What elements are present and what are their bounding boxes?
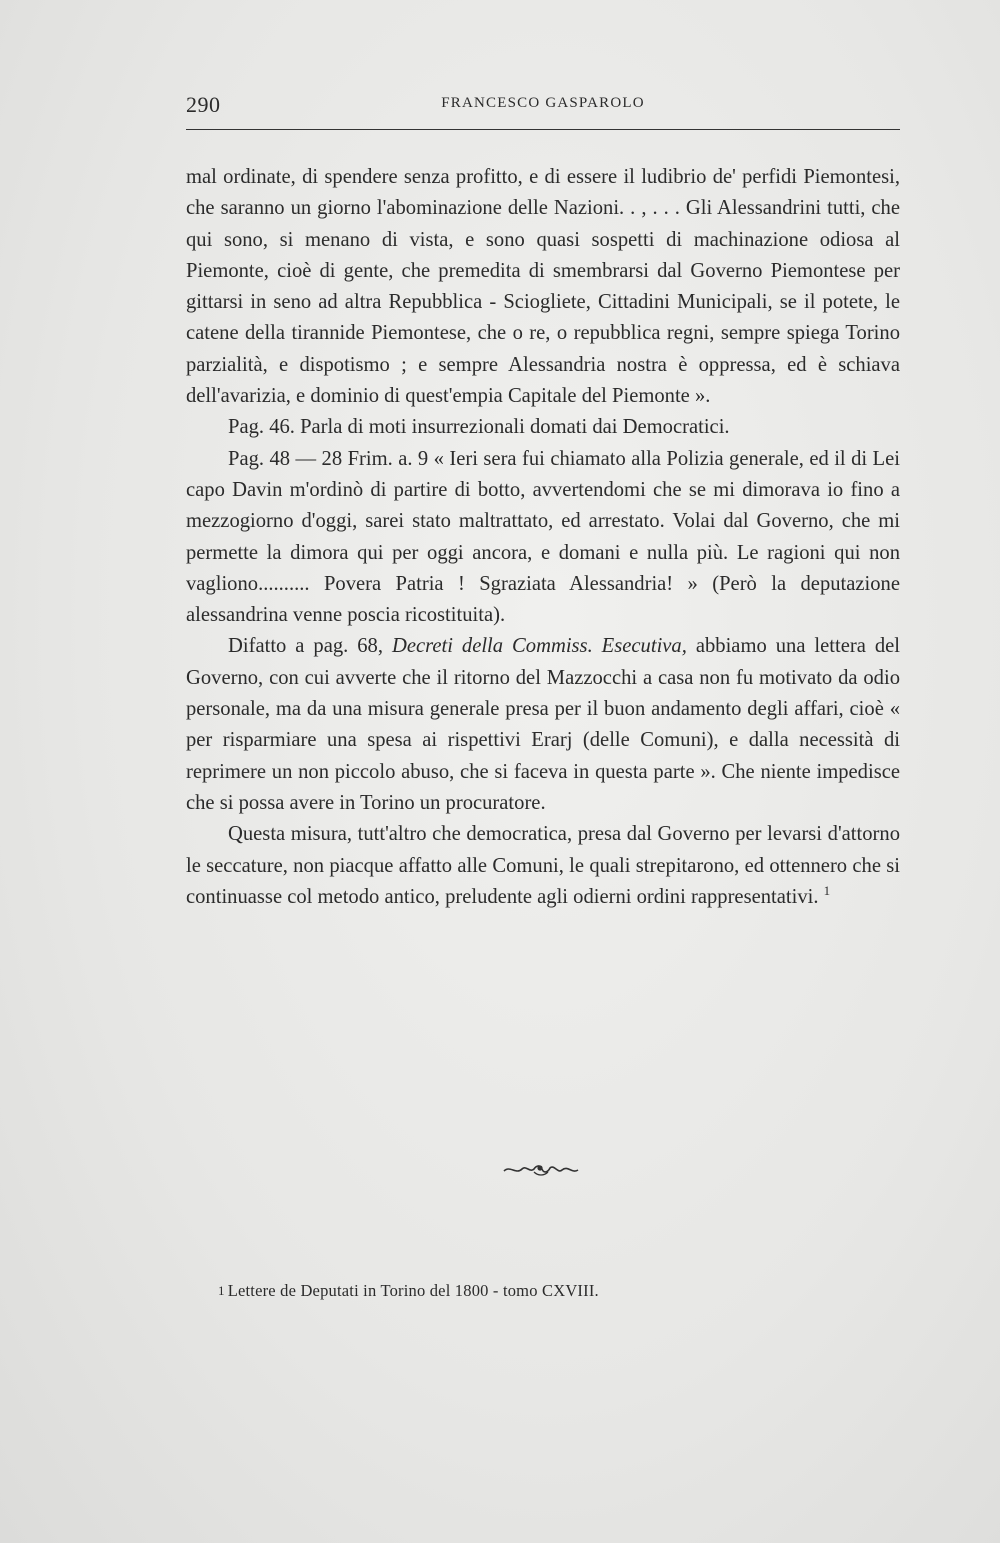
paragraph-pag-68 <box>186 631 900 819</box>
paragraph-misura <box>186 819 900 913</box>
paragraph-misura-text: Questa misura, tutt'altro che democratica, presa dal Governo per levarsi d'attorno le seccature, non piacque affatto alle Comuni, le quali strepitarono, ed ottennero che si continuasse col metodo antico, preludente agli odierni ordini rappresentativi. <box>186 823 900 908</box>
ornament-divider <box>500 1160 580 1180</box>
paragraph-quote-continuation: mal ordinate, di spendere senza profitto, e di essere il ludibrio de' perfidi Piemontesi, che saranno un giorno l'abominazione delle Nazioni. . , . . . Gli Alessandrini tutti, che qui sono, si menano di vista, e sono quasi sospetti di machinazione odiosa al Piemonte, cioè di gente, che premedita di smembrarsi dal Governo Piemontese per gittarsi in seno ad altra Repubblica - Sciogliete, Cittadini Municipali, se il potete, le catene della tirannide Piemontese, che o re, o repubblica regni, sempre spiega Torino parzialità, e dispotismo ; e sempre Alessandria nostra è oppressa, ed è schiava dell'avarizia, e dominio di quest'empia Capitale del Piemonte ». <box>186 166 900 408</box>
paragraph-pag-68-start: Difatto a pag. 68, <box>228 635 392 658</box>
footnote <box>218 1280 918 1302</box>
footnote-reference: 1 <box>823 882 831 898</box>
page-number: 290 <box>186 92 221 117</box>
header-rule <box>186 129 900 130</box>
paragraph-pag-68-end: abbiamo una lettera del Governo, con cui avverte che il ritorno del Mazzocchi a casa non fu motivato da odio personale, ma da una misura generale presa per il buon andamento degli affari, cioè « per risparmiare una spesa ai rispettivi Erarj (delle Comuni), e dalla necessità di reprimere un non piccolo abuso, che si faceva in questa parte ». Che niente impedisce che si possa avere in Torino un procuratore. <box>186 635 900 814</box>
paragraph-pag-46: Pag. 46. Parla di moti insurrezionali domati dai Democratici. <box>228 416 730 439</box>
footnote-text: Lettere de Deputati in Torino del 1800 - tomo CXVIII. <box>227 1281 599 1300</box>
page-header <box>186 92 900 118</box>
running-head: FRANCESCO GASPAROLO <box>441 95 645 111</box>
body-text <box>186 162 900 913</box>
decree-title-italic: Decreti della Commiss. Esecutiva, <box>391 635 687 658</box>
footnote-number: 1 <box>218 1283 225 1298</box>
paragraph-pag-48: Pag. 48 — 28 Frim. a. 9 « Ieri sera fui chiamato alla Polizia generale, ed il di Lei capo Davin m'ordinò di partire di botto, avvertendomi che se mi dimorava io fino a mezzogiorno d'oggi, sarei stato maltrattato, ed arrestato. Volai dal Governo, che mi permette la dimora qui per oggi ancora, e domani e nulla più. Le ragioni qui non vagliono.......... Povera Patria ! Sgraziata Alessandria! » (Però la deputazione alessandrina venne poscia ricostituita). <box>186 447 900 627</box>
